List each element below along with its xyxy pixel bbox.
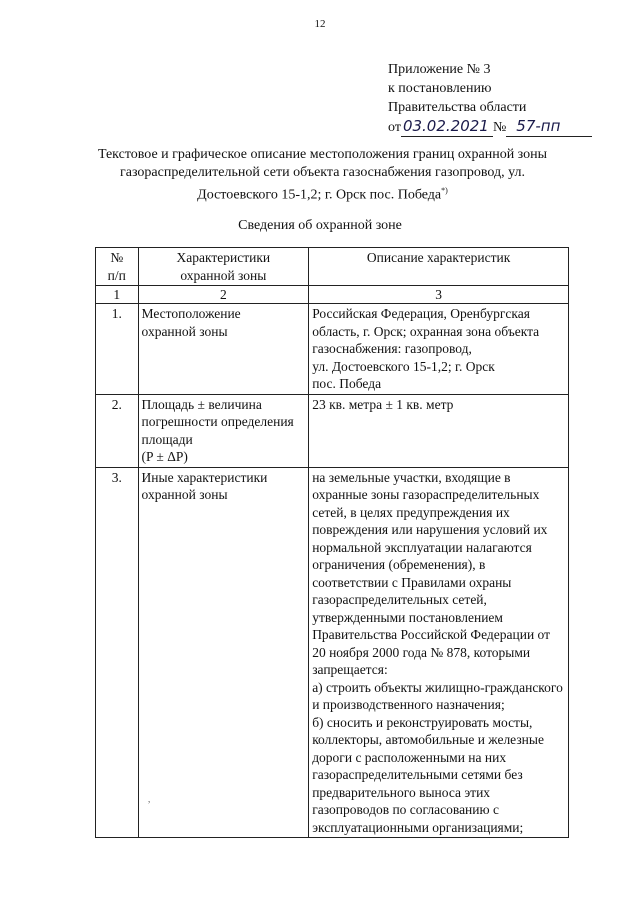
scan-mark: ,	[148, 794, 151, 804]
row-number: 2.	[96, 394, 139, 467]
column-number-2: 2	[138, 286, 309, 304]
row-description: 23 кв. метра ± 1 кв. метр	[309, 394, 569, 467]
from-label: от	[388, 120, 401, 135]
table-row	[96, 304, 569, 395]
number-sign: №	[492, 120, 507, 135]
column-number-row	[96, 286, 569, 304]
handwritten-date: 03.02.2021	[401, 117, 493, 137]
appendix-line-1: Приложение № 3	[388, 62, 491, 77]
page-number: 12	[314, 18, 326, 30]
row-description: Российская Федерация, Оренбургская область, г. Орск; охранная зона объекта газоснабжения: газопровод, ул. Достоевского 15-1,2; г. Орск пос. Победа	[309, 304, 569, 395]
title-footnote: *)	[441, 186, 448, 195]
column-number-3: 3	[309, 286, 569, 304]
row-number: 1.	[96, 304, 139, 395]
appendix-block	[388, 60, 592, 137]
table-row	[96, 467, 569, 838]
section-subtitle: Сведения об охранной зоне	[238, 218, 402, 233]
column-number-1: 1	[96, 286, 139, 304]
handwritten-number: 57-пп	[506, 117, 592, 137]
row-description: на земельные участки, входящие в охранные зоны газораспределительных сетей, в целях предупреждения их повреждения или нарушения условий их нормальной эксплуатации налагаются ограничения (обременения), в соответствии с Правилами охраны газораспределительных сетей, утвержденными постановлением Правительства Российской Федерации от 20 ноября 2000 года № 878, которыми запрещается: а) строить объекты жилищно-гражданского и производственного назначения; б) сносить и реконструировать мосты, коллекторы, автомобильные и железные дороги с расположенными на них газораспределительными сетями без предварительного выноса этих газопроводов по согласованию с эксплуатационными организациями;	[309, 467, 569, 838]
header-row	[96, 248, 569, 286]
zone-table	[95, 247, 569, 838]
header-characteristic: Характеристики охранной зоны	[138, 248, 309, 286]
appendix-date-line	[388, 117, 592, 137]
row-characteristic: Иные характеристики охранной зоны	[138, 467, 309, 838]
table-row	[96, 394, 569, 467]
document-title	[95, 146, 550, 205]
appendix-line-2: к постановлению	[388, 81, 492, 96]
row-characteristic: Местоположение охранной зоны	[138, 304, 309, 395]
row-characteristic: Площадь ± величина погрешности определения площади (P ± ΔP)	[138, 394, 309, 467]
header-number: № п/п	[96, 248, 139, 286]
header-description: Описание характеристик	[309, 248, 569, 286]
title-text: Текстовое и графическое описание местоположения границ охранной зоны газораспределительной сети объекта газоснабжения газопровод, ул. Достоевского 15-1,2; г. Орск пос. Победа	[97, 147, 548, 203]
appendix-line-3: Правительства области	[388, 100, 527, 115]
row-number: 3.	[96, 467, 139, 838]
